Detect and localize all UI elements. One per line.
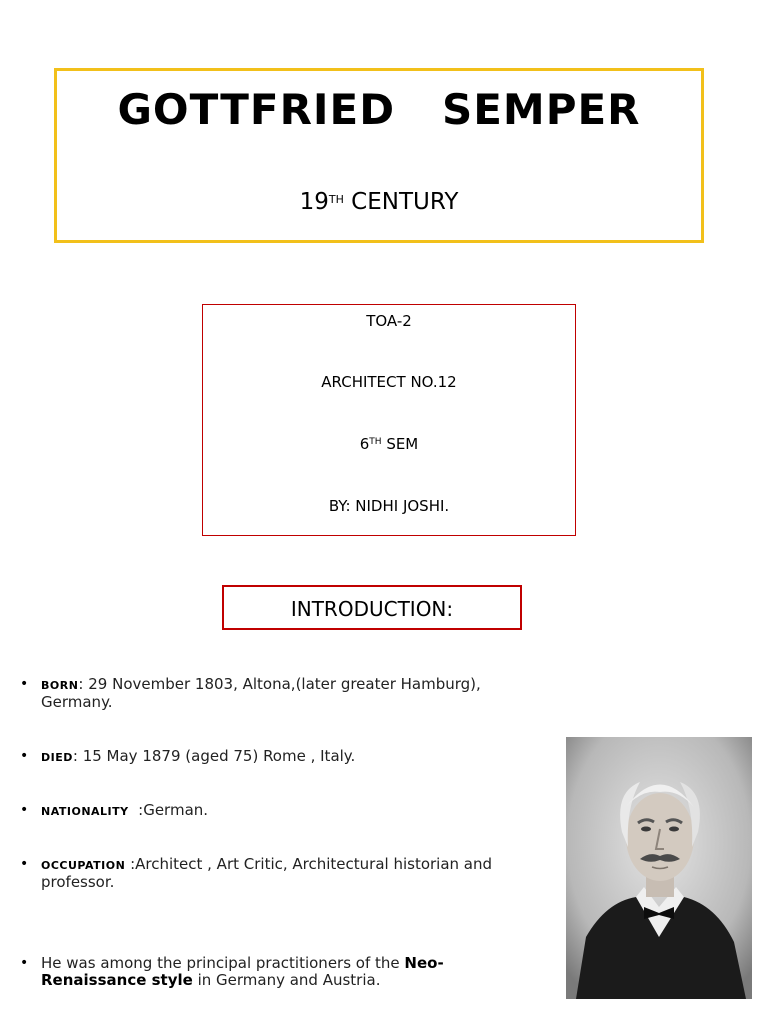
sem-word: SEM [386,435,419,453]
style-text-pre: He was among the principal practitioners of the [41,954,405,972]
sem-number: 6 [359,435,370,453]
course-name: TOA-2 [366,312,412,330]
occupation-label: OCCUPATION [41,859,126,872]
portrait-photo [566,737,752,999]
style-text-post: in Germany and Austria. [192,971,381,989]
introduction-heading: INTRODUCTION: [222,585,522,630]
occupation-text: :Architect , Art Critic, Architectural historian and professor. [41,855,493,891]
portrait-icon [566,737,752,999]
nationality-text: :German. [128,801,209,819]
nationality-label: NATIONALITY [41,805,129,818]
style-text-bold: Neo-Renaissance style [41,954,444,989]
main-title: GOTTFRIED SEMPER [117,85,641,134]
died-text: : 15 May 1879 (aged 75) Rome , Italy. [72,747,356,765]
born-text: : 29 November 1803, Altona,(later greater Hamburg), Germany. [41,675,481,711]
century-number: 19 [299,189,329,215]
century-word: CENTURY [351,189,459,215]
born-label: BORN [41,679,79,692]
semester [203,435,575,453]
architect-number: ARCHITECT NO.12 [321,373,457,391]
sem-suffix: TH [369,437,382,447]
author-line: BY: NIDHI JOSHI. [328,497,450,515]
bullet-icon: • [20,676,29,692]
bullet-icon: • [20,955,29,971]
bullet-icon: • [20,802,29,818]
bullet-icon: • [20,748,29,764]
bullet-icon: • [20,856,29,872]
died-label: DIED [41,751,73,764]
century-suffix: TH [328,193,344,206]
century-subtitle [57,189,701,215]
title-box [54,68,704,243]
info-box [202,304,576,536]
